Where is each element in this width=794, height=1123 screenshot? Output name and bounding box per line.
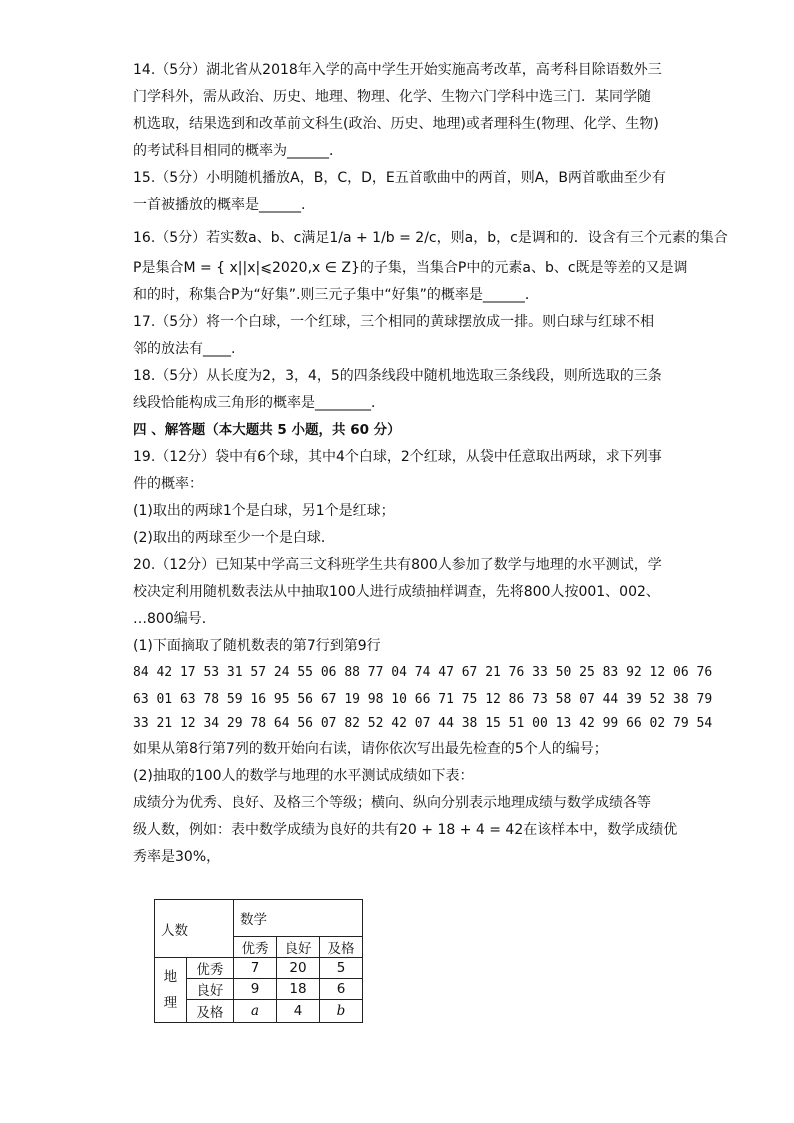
row-header: 良好 [186, 979, 233, 1000]
table-cell: 4 [277, 1000, 320, 1023]
table-cell: 5 [320, 958, 363, 979]
random-table-row-9: 33 21 12 34 29 78 64 56 07 82 52 42 07 44 38 15 51 00 13 42 99 66 02 79 54 [133, 716, 713, 731]
q20-instruction: 如果从第8行第7列的数开始向右读，请你依次写出最先检查的5个人的编号； [133, 741, 608, 757]
q19-line-2: 件的概率： [133, 476, 203, 492]
row-group-header [155, 958, 187, 1023]
q20-line-6: 秀率是30%， [133, 849, 221, 865]
col-group-header: 数学 [234, 900, 363, 937]
q19-part-1: (1)取出的两球1个是白球，另1个是红球； [133, 503, 395, 519]
q20-line-5: 级人数，例如：表中数学成绩为良好的共有20 + 18 + 4 = 42在该样本中，数学成绩优 [133, 822, 678, 838]
random-table-row-8: 63 01 63 78 59 16 95 56 67 19 98 10 66 71 75 12 86 73 58 07 44 39 52 38 79 [133, 692, 713, 707]
q19-line-1: 19.（12分）袋中有6个球，其中4个白球，2个红球，从袋中任意取出两球，求下列事 [133, 449, 662, 465]
table-cell: 18 [277, 979, 320, 1000]
q15-line-1: 15.（5分）小明随机播放A，B，C，D，E五首歌曲中的两首，则A，B两首歌曲至少有 [133, 170, 666, 186]
table-cell: 20 [277, 958, 320, 979]
row-group-char: 理 [163, 995, 178, 1011]
q15-line-2: 一首被播放的概率是______. [133, 197, 306, 213]
q20-part-1: (1)下面摘取了随机数表的第7行到第9行 [133, 638, 381, 654]
q20-line-4: 成绩分为优秀、良好、及格三个等级；横向、纵向分别表示地理成绩与数学成绩各等 [133, 795, 651, 811]
table-cell: a [234, 1000, 277, 1023]
q19-part-2: (2)取出的两球至少一个是白球． [133, 530, 335, 546]
q16-line-1: 16.（5分）若实数a、b、c满足1/a + 1/b = 2/c，则a，b，c是调和的．设含有三个元素的集合 [133, 230, 728, 246]
random-table-row-7: 84 42 17 53 31 57 24 55 06 88 77 04 74 47 67 21 76 33 50 25 83 92 12 06 76 [133, 665, 713, 680]
row-header: 优秀 [186, 958, 233, 979]
table-cell: 9 [234, 979, 277, 1000]
table-cell: 7 [234, 958, 277, 979]
score-table [154, 899, 363, 1023]
q20-part-2: (2)抽取的100人的数学与地理的水平测试成绩如下表： [133, 768, 474, 784]
section-heading: 四 、解答题（本大题共 5 小题，共 60 分） [133, 422, 401, 438]
col-header: 良好 [277, 936, 320, 957]
q20-line-2: 校决定利用随机数表法从中抽取100人进行成绩抽样调查，先将800人按001、002、 [133, 584, 660, 600]
table-cell: b [320, 1000, 363, 1023]
q18-line-2: 线段恰能构成三角形的概率是________． [133, 395, 385, 411]
q14-line-3: 机选取，结果选到和改革前文科生(政治、历史、地理)或者理科生(物理、化学、生物) [133, 116, 659, 132]
q14-line-1: 14.（5分）湖北省从2018年入学的高中学生开始实施高考改革，高考科目除语数外三 [133, 62, 662, 78]
q20-line-1: 20.（12分）已知某中学高三文科班学生共有800人参加了数学与地理的水平测试，学 [133, 557, 662, 573]
q17-line-1: 17.（5分）将一个白球，一个红球，三个相同的黄球摆放成一排。则白球与红球不相 [133, 314, 655, 330]
q14-line-4: 的考试科目相同的概率为______． [133, 143, 343, 159]
col-header: 及格 [320, 936, 363, 957]
row-header: 及格 [186, 1000, 233, 1023]
col-header: 优秀 [234, 936, 277, 957]
q18-line-1: 18.（5分）从长度为2，3，4，5的四条线段中随机地选取三条线段，则所选取的三条 [133, 368, 662, 384]
q16-line-3: 和的时，称集合P为“好集”.则三元子集中“好集”的概率是______． [133, 287, 539, 303]
table-corner: 人数 [155, 900, 234, 958]
table-cell: 6 [320, 979, 363, 1000]
q16-line-2: P是集合M = { x||x|⩽2020,x ∈ Z}的子集，当集合P中的元素a、b、c既是等差的又是调 [133, 260, 688, 276]
q20-line-3: …800编号． [133, 611, 216, 627]
q14-line-2: 门学科外，需从政治、历史、地理、物理、化学、生物六门学科中选三门．某同学随 [133, 89, 651, 105]
q17-line-2: 邻的放法有____. [133, 341, 236, 357]
row-group-char: 地 [163, 969, 178, 985]
